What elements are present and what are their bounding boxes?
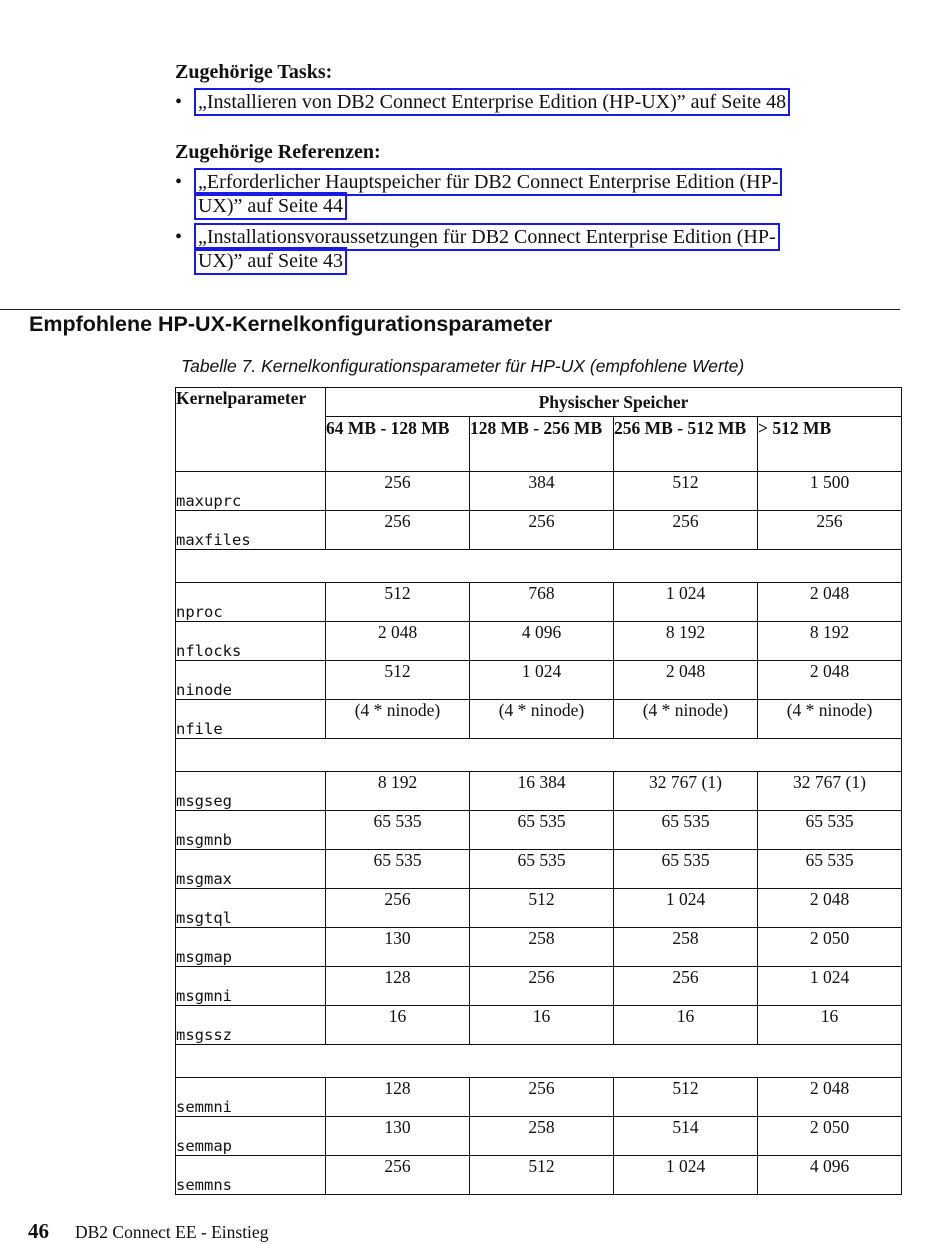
parameter-name-cell: maxuprc xyxy=(176,472,326,511)
parameter-name-cell: maxfiles xyxy=(176,511,326,550)
value-cell: 512 xyxy=(470,1156,614,1195)
value-cell: 130 xyxy=(326,1117,470,1156)
value-cell: 8 192 xyxy=(326,772,470,811)
value-cell: 65 535 xyxy=(758,850,902,889)
table-row xyxy=(176,472,902,511)
section-divider xyxy=(0,309,900,310)
table-row xyxy=(176,661,902,700)
value-cell: 258 xyxy=(470,1117,614,1156)
value-cell: 256 xyxy=(326,1156,470,1195)
value-cell: 2 048 xyxy=(758,1078,902,1117)
memory-range-header: 64 MB - 128 MB xyxy=(326,417,470,472)
link-text-line[interactable]: UX)” auf Seite 43 xyxy=(198,250,343,272)
table-caption: Tabelle 7. Kernelkonfigurationsparameter für HP-UX (empfohlene Werte) xyxy=(181,356,745,376)
table-body xyxy=(176,472,902,1195)
section-title: Empfohlene HP-UX-Kernelkonfigurationsparameter xyxy=(29,312,553,336)
value-cell: 65 535 xyxy=(326,850,470,889)
table-row xyxy=(176,700,902,739)
table-row xyxy=(176,1117,902,1156)
value-cell: 1 024 xyxy=(614,583,758,622)
value-cell: 2 048 xyxy=(758,661,902,700)
value-cell: 1 024 xyxy=(470,661,614,700)
value-cell: 1 024 xyxy=(614,889,758,928)
parameter-name-cell: msgmap xyxy=(176,928,326,967)
link-text-line[interactable]: „Installationsvoraussetzungen für DB2 Connect Enterprise Edition (HP- xyxy=(198,226,776,248)
physical-memory-header: Physischer Speicher xyxy=(326,388,902,417)
value-cell: 256 xyxy=(470,511,614,550)
parameter-name-cell: ninode xyxy=(176,661,326,700)
footer-document-title: DB2 Connect EE - Einstieg xyxy=(75,1222,269,1242)
value-cell: 16 xyxy=(470,1006,614,1045)
related-references-list xyxy=(175,170,875,280)
value-cell: 512 xyxy=(614,1078,758,1117)
related-reference-item xyxy=(175,225,875,273)
value-cell: 1 500 xyxy=(758,472,902,511)
parameter-name-cell: msgssz xyxy=(176,1006,326,1045)
parameter-name-cell: semmap xyxy=(176,1117,326,1156)
parameter-name-cell: msgmni xyxy=(176,967,326,1006)
parameter-name-cell: msgtql xyxy=(176,889,326,928)
value-cell: 32 767 (1) xyxy=(614,772,758,811)
value-cell: 16 384 xyxy=(470,772,614,811)
kernel-parameter-table xyxy=(175,387,902,1195)
value-cell: 384 xyxy=(470,472,614,511)
value-cell: 256 xyxy=(758,511,902,550)
value-cell: 2 050 xyxy=(758,1117,902,1156)
value-cell: 65 535 xyxy=(758,811,902,850)
value-cell: 65 535 xyxy=(470,811,614,850)
spacer-cell xyxy=(176,739,902,772)
value-cell: 256 xyxy=(470,1078,614,1117)
related-references-heading: Zugehörige Referenzen: xyxy=(175,141,381,163)
parameter-name-cell: nfile xyxy=(176,700,326,739)
value-cell: 8 192 xyxy=(614,622,758,661)
value-cell: (4 * ninode) xyxy=(326,700,470,739)
value-cell: 256 xyxy=(614,967,758,1006)
memory-range-header: 128 MB - 256 MB xyxy=(470,417,614,472)
table-row xyxy=(176,967,902,1006)
value-cell: 16 xyxy=(614,1006,758,1045)
memory-range-header: > 512 MB xyxy=(758,417,902,472)
table-spacer-row xyxy=(176,1045,902,1078)
value-cell: 512 xyxy=(614,472,758,511)
value-cell: 4 096 xyxy=(470,622,614,661)
table-row xyxy=(176,811,902,850)
link-text-line[interactable]: UX)” auf Seite 44 xyxy=(198,195,343,217)
spacer-cell xyxy=(176,1045,902,1078)
related-reference-link[interactable] xyxy=(196,171,780,217)
memory-range-header: 256 MB - 512 MB xyxy=(614,417,758,472)
value-cell: (4 * ninode) xyxy=(470,700,614,739)
value-cell: 512 xyxy=(326,661,470,700)
value-cell: 2 048 xyxy=(326,622,470,661)
parameter-name-cell: msgmnb xyxy=(176,811,326,850)
value-cell: 128 xyxy=(326,967,470,1006)
value-cell: 8 192 xyxy=(758,622,902,661)
table-row xyxy=(176,583,902,622)
value-cell: 2 048 xyxy=(758,583,902,622)
page-number: 46 xyxy=(28,1219,49,1243)
link-text-line[interactable]: „Erforderlicher Hauptspeicher für DB2 Connect Enterprise Edition (HP- xyxy=(198,171,779,193)
kernel-parameter-header: Kernelparameter xyxy=(176,388,326,472)
table-row xyxy=(176,889,902,928)
value-cell: (4 * ninode) xyxy=(614,700,758,739)
link-text-line[interactable]: „Installieren von DB2 Connect Enterprise Edition (HP-UX)” auf Seite 48 xyxy=(198,91,787,113)
value-cell: 128 xyxy=(326,1078,470,1117)
table-row xyxy=(176,622,902,661)
value-cell: 256 xyxy=(326,511,470,550)
bullet-icon: • xyxy=(175,226,183,248)
table-spacer-row xyxy=(176,739,902,772)
value-cell: 256 xyxy=(326,889,470,928)
related-tasks-heading: Zugehörige Tasks: xyxy=(175,61,333,83)
table-row xyxy=(176,772,902,811)
related-task-link[interactable] xyxy=(196,91,788,113)
related-task-item xyxy=(175,90,875,114)
value-cell: 258 xyxy=(470,928,614,967)
table-row xyxy=(176,928,902,967)
value-cell: 65 535 xyxy=(614,811,758,850)
related-reference-item xyxy=(175,170,875,218)
value-cell: 2 048 xyxy=(614,661,758,700)
bullet-icon: • xyxy=(175,91,183,113)
parameter-name-cell: msgmax xyxy=(176,850,326,889)
parameter-name-cell: semmni xyxy=(176,1078,326,1117)
value-cell: 2 050 xyxy=(758,928,902,967)
value-cell: 256 xyxy=(614,511,758,550)
value-cell: 2 048 xyxy=(758,889,902,928)
value-cell: 65 535 xyxy=(326,811,470,850)
table-row xyxy=(176,1156,902,1195)
related-reference-link[interactable] xyxy=(196,226,778,272)
value-cell: 16 xyxy=(758,1006,902,1045)
value-cell: 1 024 xyxy=(614,1156,758,1195)
value-cell: 130 xyxy=(326,928,470,967)
value-cell: 32 767 (1) xyxy=(758,772,902,811)
table-row xyxy=(176,511,902,550)
value-cell: 768 xyxy=(470,583,614,622)
table-row xyxy=(176,1078,902,1117)
parameter-name-cell: msgseg xyxy=(176,772,326,811)
spacer-cell xyxy=(176,550,902,583)
value-cell: (4 * ninode) xyxy=(758,700,902,739)
bullet-icon: • xyxy=(175,171,183,193)
parameter-name-cell: nflocks xyxy=(176,622,326,661)
related-tasks-list xyxy=(175,90,875,121)
value-cell: 512 xyxy=(326,583,470,622)
value-cell: 512 xyxy=(470,889,614,928)
value-cell: 65 535 xyxy=(614,850,758,889)
value-cell: 258 xyxy=(614,928,758,967)
table-row xyxy=(176,850,902,889)
parameter-name-cell: nproc xyxy=(176,583,326,622)
value-cell: 1 024 xyxy=(758,967,902,1006)
table-row xyxy=(176,1006,902,1045)
table-spacer-row xyxy=(176,550,902,583)
value-cell: 514 xyxy=(614,1117,758,1156)
value-cell: 256 xyxy=(326,472,470,511)
parameter-name-cell: semmns xyxy=(176,1156,326,1195)
value-cell: 65 535 xyxy=(470,850,614,889)
value-cell: 4 096 xyxy=(758,1156,902,1195)
value-cell: 16 xyxy=(326,1006,470,1045)
value-cell: 256 xyxy=(470,967,614,1006)
